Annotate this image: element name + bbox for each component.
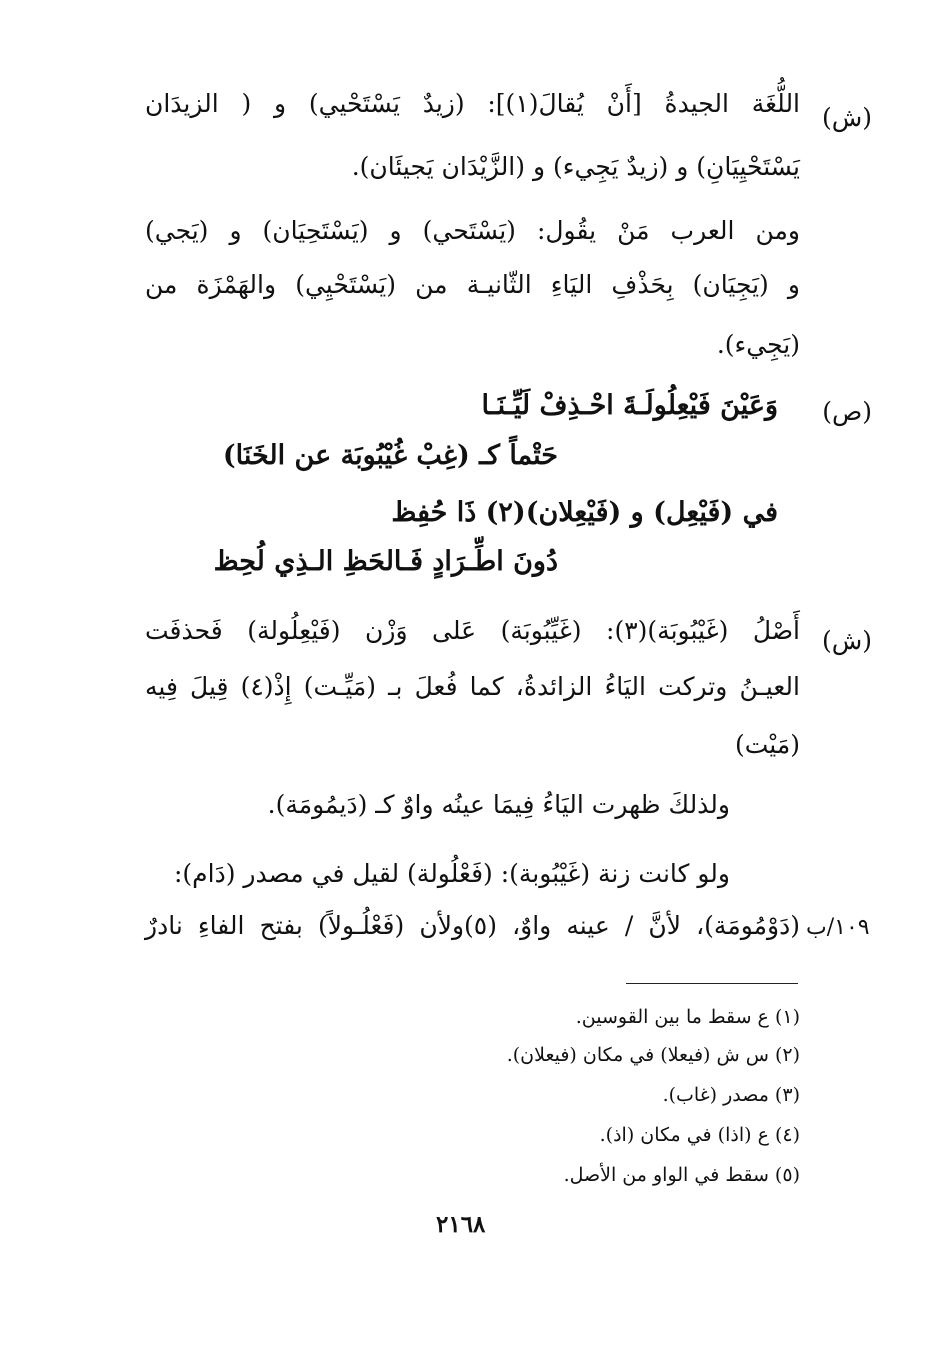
verse-line: حَتْماً كـ (غِبْ غُيْبُوبَة عن الخَنَا) [222,440,558,471]
verse-line: وَعَيْنَ فَيْعِلُولَـةَ احْـذِفْ لَيِّـنَـا [481,390,778,421]
manuscript-folio-ref: ١٠٩/ب [806,915,870,940]
text-line: (مَيْت) [735,730,800,759]
verse-label: (ص) [822,397,872,426]
text-line: اللُّغَة الجيدةُ [أَنْ يُقالَ(١)]: (زيدٌ يَسْتَحْيي) و ( الزيدَان [145,89,801,118]
section-label-sharh-1: (ش) [821,103,872,132]
footnote: (١) ع سقط ما بين القوسين. [575,1006,800,1028]
text-line: أَصْلُ (غَيْبُوبَة)(٣): (غَيِّبُوبَة) عَلى وَزْن (فَيْعِلُولة) فَحذفَت [145,616,800,645]
footnote-separator [626,983,798,984]
text-line: و (يَجِيَان) بِحَذْفِ اليَاءِ الثّانيـة من (يَسْتَحْيِي) والهَمْزَة من [145,270,800,299]
text-line: (يَجِيء). [716,330,800,359]
footnote: (٣) مصدر (غاب). [662,1084,800,1106]
text-line: ولو كانت زنة (غَيْبُوبة): (فَعْلُولة) لقيل في مصدر (دَام): [173,859,730,888]
page-number: ٢١٦٨ [436,1211,486,1238]
verse-line: دُونَ اطِّـرَادٍ فَـالحَظِ الـذِي لُحِظ [213,546,558,577]
footnote: (٢) س ش (فيعلا) في مكان (فيعلان). [506,1044,800,1066]
section-label-sharh-2: (ش) [821,626,872,655]
text-line: ومن العرب مَنْ يقُول: (يَسْتَحي) و (يَسْتَحِيَان) و (يَجي) [145,216,800,245]
text-line: (دَوْمُومَة)، لأنَّ / عينه واوٌ، (٥)ولأن (فَعْلُـولاً) بفتح الفاءِ نادرٌ [145,911,800,940]
footnote: (٤) ع (اذا) في مكان (اذ). [599,1124,800,1146]
text-line: العيـنُ وتركت اليَاءُ الزائدةُ، كما فُعلَ بـ (مَيِّـت) إِذْ(٤) قِيلَ فِيه [145,672,800,701]
verse-line: في (فَيْعِل) و (فَيْعِلان)(٢) ذَا حُفِظ [391,497,778,528]
footnote: (٥) سقط في الواو من الأصل. [563,1164,800,1186]
text-line: ولذلكَ ظهرت اليَاءُ فِيمَا عينُه واوٌ كـ (دَيمُومَة). [267,790,730,819]
text-line: يَسْتَحْيِيَانِ) و (زيدٌ يَجِيء) و (الزَّيْدَان يَجيئَان). [351,152,800,181]
